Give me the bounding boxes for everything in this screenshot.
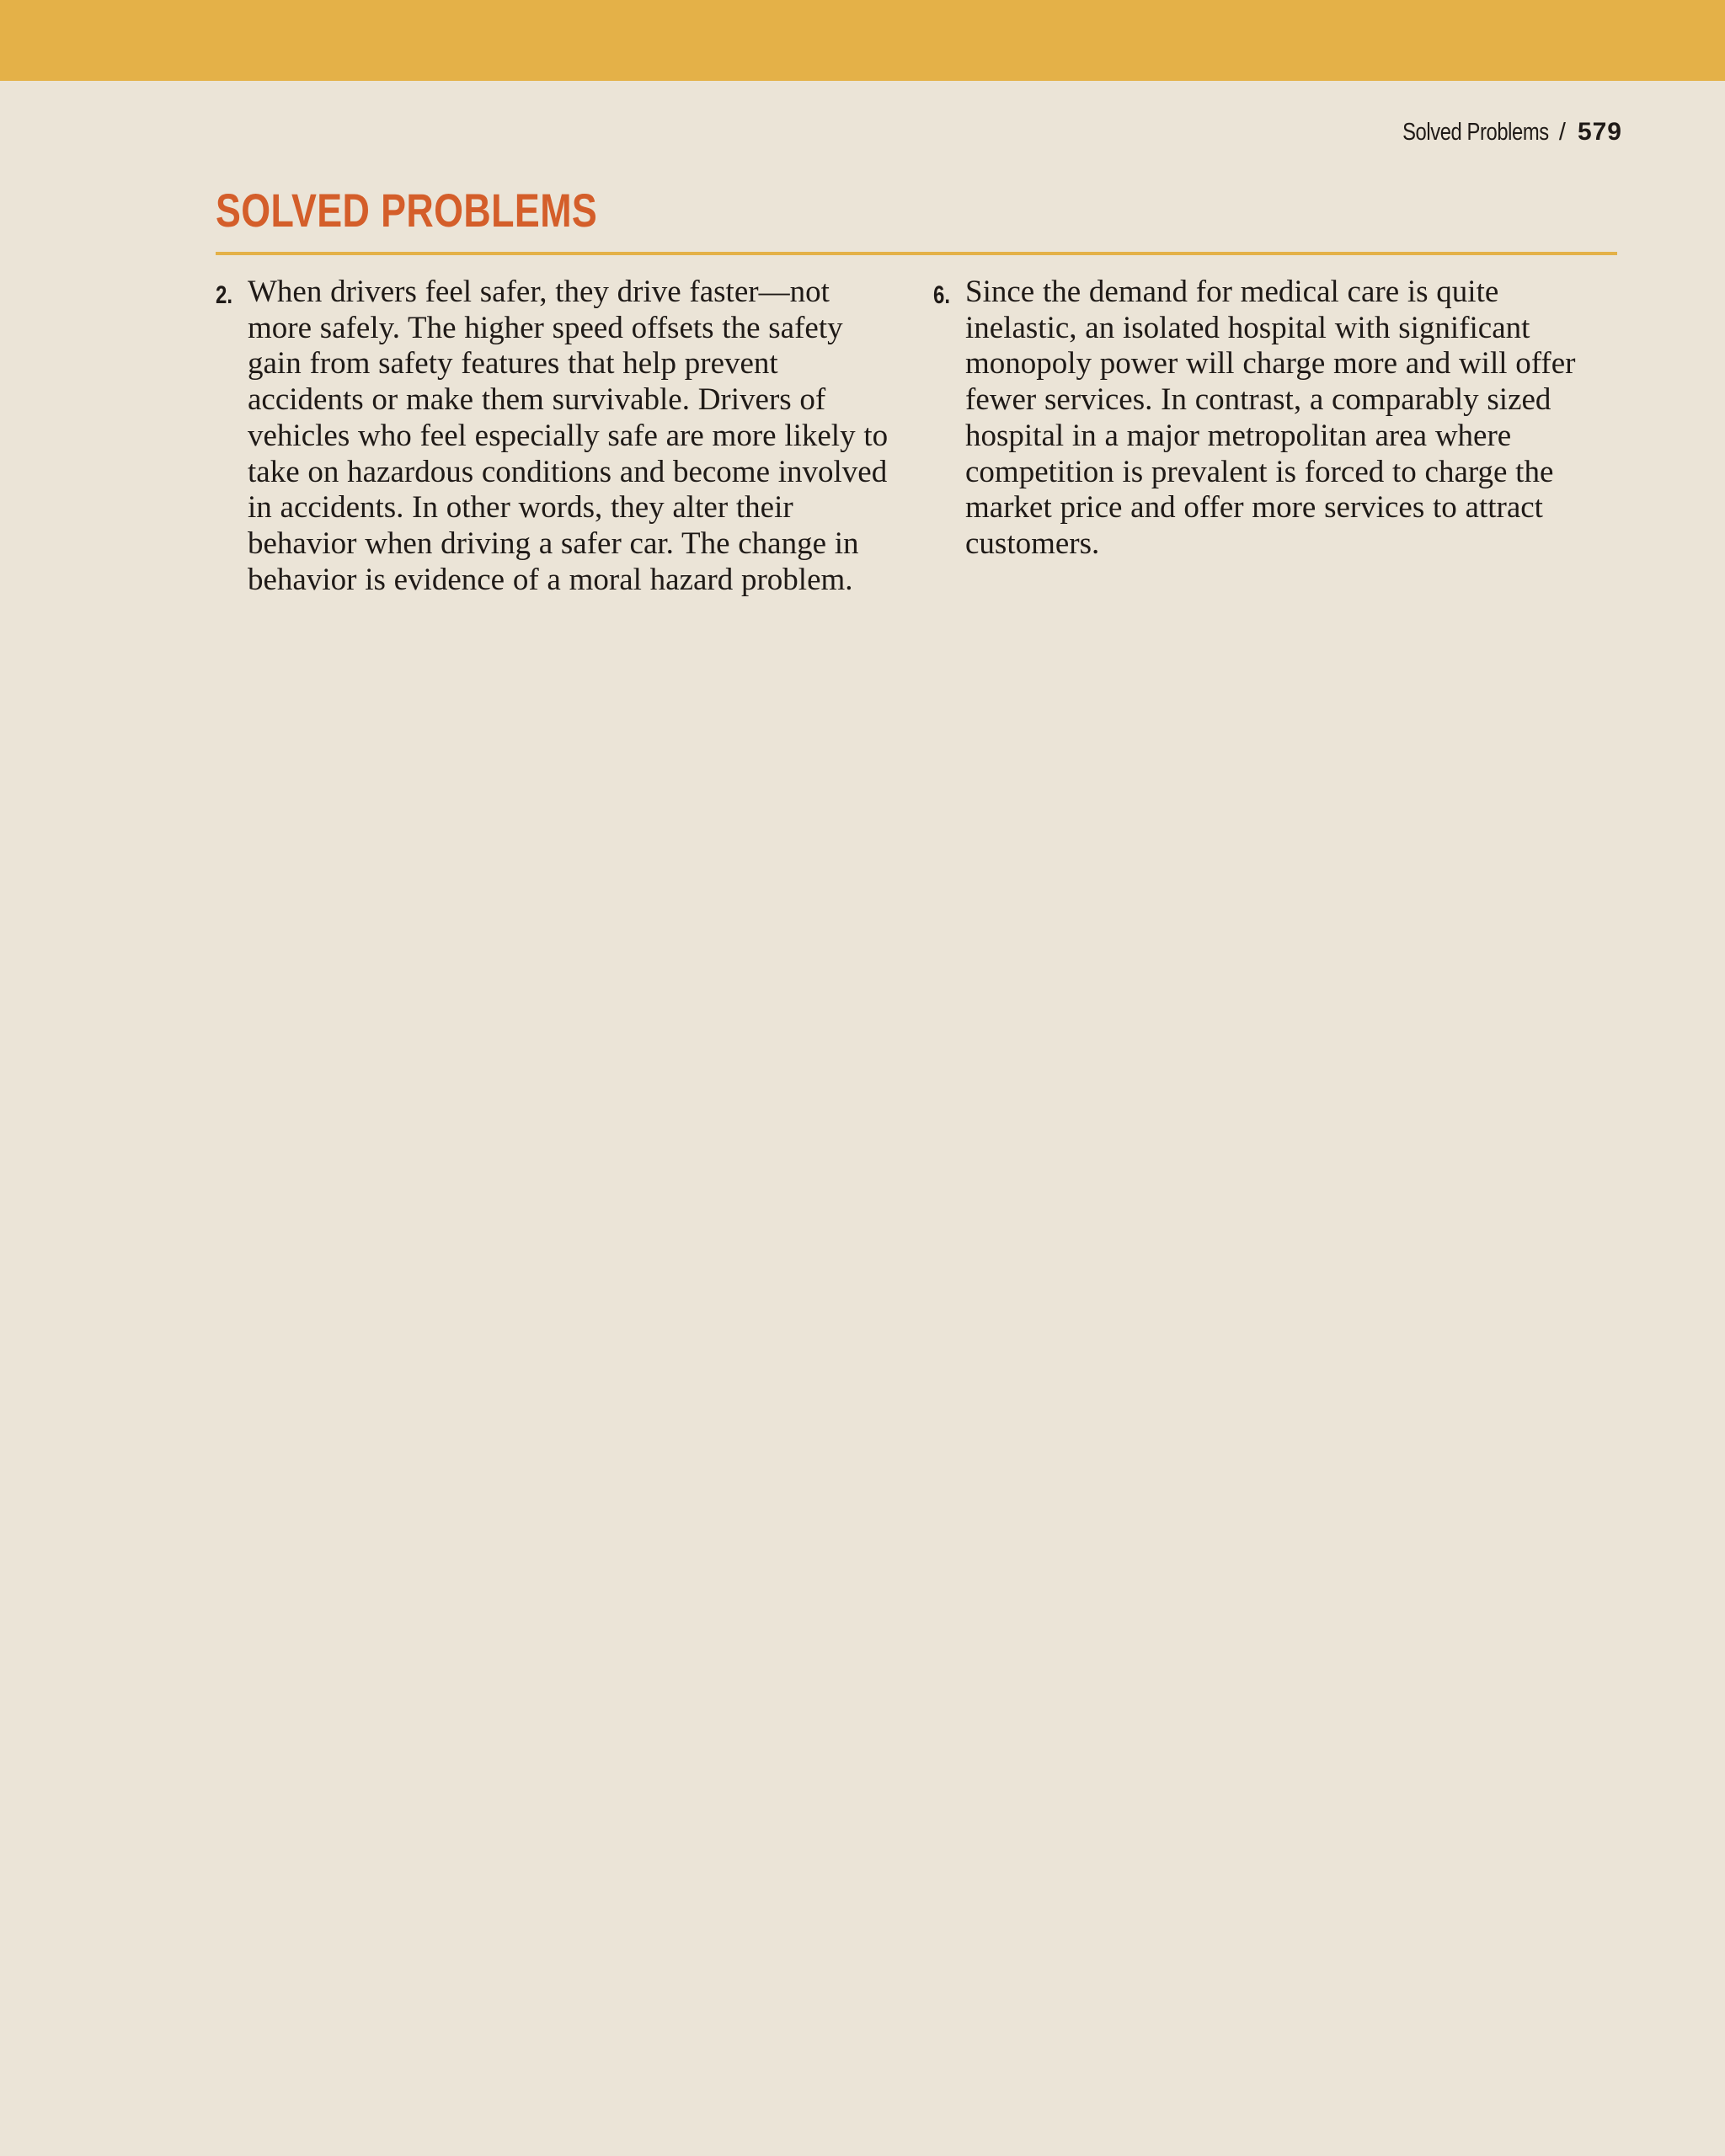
problem-number: 2. [216,281,233,309]
running-head-separator: / [1558,119,1566,146]
problem-item [216,275,898,598]
problem-answer-text: Since the demand for medical care is quite inelastic, an isolated hospital with significant monopoly power will charge more and will offer fewer services. In contrast, a comparably sized hospital in a major metropolitan area where competition is prevalent is forced to charge the market price and offer more services to attract customers. [965,275,1576,561]
top-color-band [0,0,1725,81]
title-rule [216,252,1617,255]
problem-number: 6. [933,281,951,309]
running-head [1370,118,1622,147]
problem-answer-text: When drivers feel safer, they drive faster—not more safely. The higher speed offsets the safety gain from safety features that help prevent accidents or make them survivable. Drivers of vehicles who feel especially safe are more likely to take on hazardous conditions and become involved in accidents. In other words, they alter their behavior when driving a safer car. The change in behavior is evidence of a moral hazard problem. [248,275,889,597]
problem-item [933,275,1617,563]
page-number: 579 [1577,118,1622,146]
section-title: SOLVED PROBLEMS [216,184,598,237]
running-head-section: Solved Problems [1402,119,1549,146]
